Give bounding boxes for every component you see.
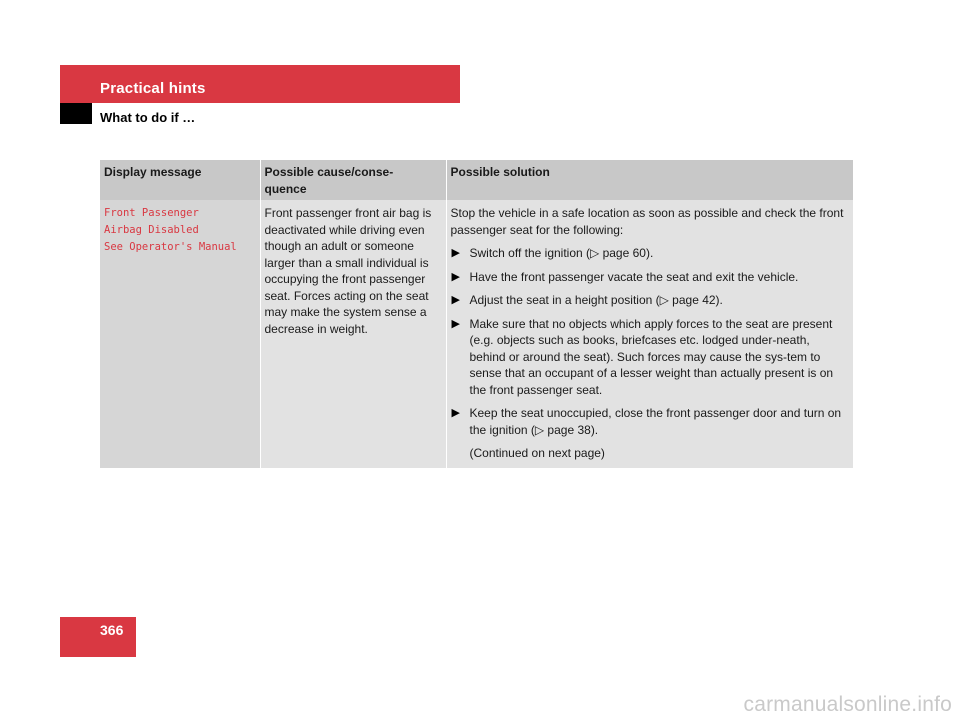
display-message-line: Front Passenger [104,207,199,219]
solution-step-text: Have the front passenger vacate the seat and exit the vehicle. [469,269,799,284]
solution-step [451,245,850,262]
cause-cell: Front passenger front air bag is deactivated while driving even though an adult or someone larger than a small individual is occupying the front passenger seat. Forces acting on the seat may make the system sense a decrease in weight. [260,200,446,468]
right-triangle-icon: ▶ [451,247,460,259]
column-header-possible-cause: Possible cause/conse- quence [260,160,446,200]
subsection-title: What to do if … [100,110,196,125]
continued-note: (Continued on next page) [469,446,605,460]
solution-step-text: Switch off the ignition (▷ page 60). [469,246,654,260]
watermark: carmanualsonline.info [743,693,952,716]
solution-step-text: Keep the seat unoccupied, close the front passenger door and turn on the ignition (▷ page 38). [469,406,842,437]
right-triangle-icon: ▶ [451,294,460,306]
table-header-row [100,160,853,200]
page-number-box [60,617,136,657]
column-header-display-message: Display message [100,160,260,200]
display-message-table [100,160,853,468]
display-message-line: Airbag Disabled [104,224,199,236]
section-title: Practical hints [100,80,206,97]
subsection-marker [60,103,92,124]
solution-step [451,316,850,399]
solution-intro: Stop the vehicle in a safe location as soon as possible and check the front passenger seat for the following: [450,206,844,237]
column-header-possible-solution: Possible solution [446,160,853,200]
solution-cell [446,200,853,468]
solution-step-text: Make sure that no objects which apply forces to the seat are present (e.g. objects such as books, briefcases etc. lodged under-neath, behind or around the seat). Such forces may cause the sys-tem to sense that an occupant of a lesser weight than actually present is on the front passenger seat. [469,316,834,397]
solution-step [451,405,850,438]
right-triangle-icon: ▶ [451,407,460,419]
solution-step [451,292,850,309]
solution-step-text: Adjust the seat in a height position (▷ page 42). [469,293,723,307]
right-triangle-icon: ▶ [451,317,460,330]
solution-steps [451,245,850,438]
display-message-line: See Operator's Manual [104,241,237,253]
display-message-cell [100,200,260,468]
solution-step [451,269,850,286]
page-number: 366 [100,622,124,638]
right-triangle-icon: ▶ [451,270,460,283]
table-row [100,200,853,468]
